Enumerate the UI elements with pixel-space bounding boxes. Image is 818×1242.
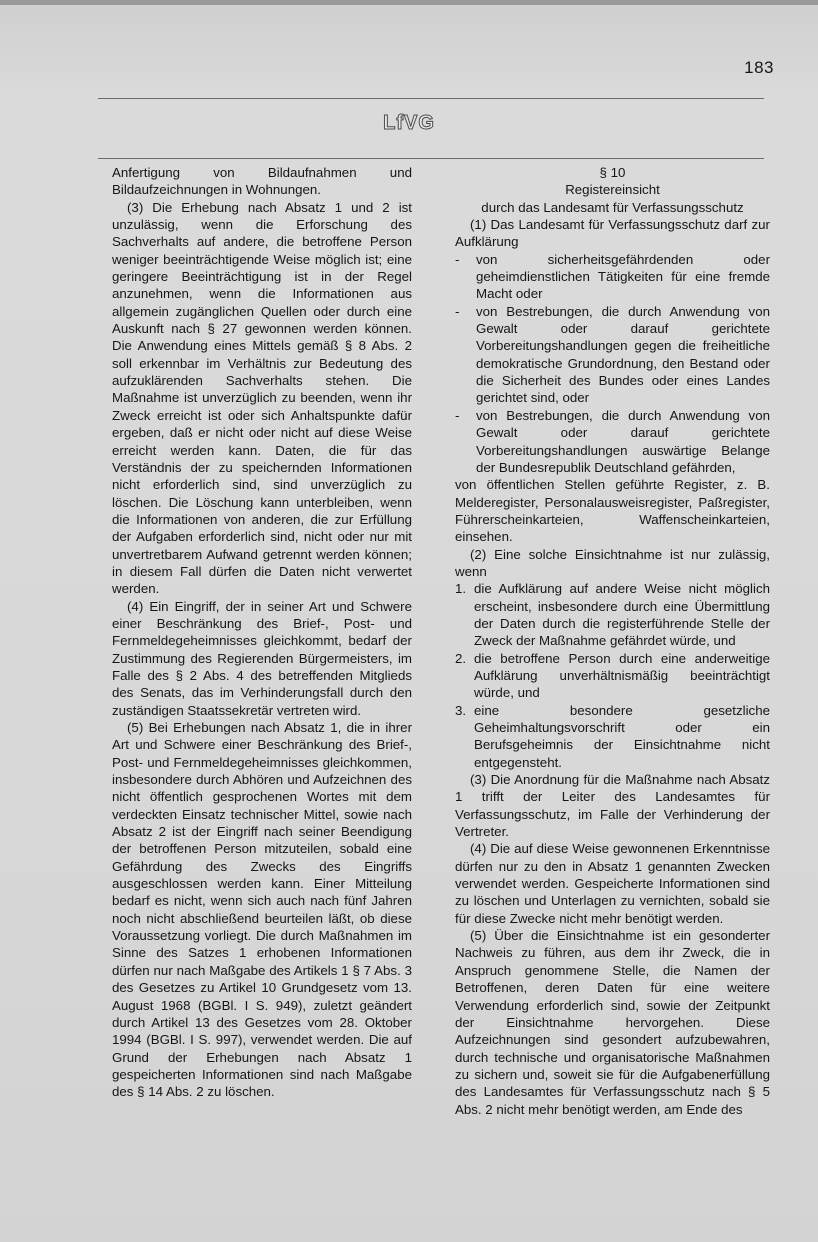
- number-marker: 1.: [455, 581, 467, 597]
- dash-item-text: von Bestrebungen, die durch Anwendung von Gewalt oder darauf gerichtete Vorbereitungshandlungen gegen die freiheitliche demokratische Grundordnung, den Bestand oder die Sicherheit des Bundes oder eines Landes gerichtet sind, oder: [476, 303, 770, 406]
- right-paragraph-5: (5) Über die Einsichtnahme ist ein gesonderter Nachweis zu führen, aus dem ihr Zweck, die in Anspruch genommene Stelle, die Namen der Betroffenen, deren Daten für eine weitere Verwendung erforderlich sind, sowie der Zeitpunkt der Einsichtnahme hervorgehen. Diese Aufzeichnungen sind gesondert aufzubewahren, durch technische und organisatorische Maßnahmen zu sichern und, soweit sie für die Aufgabenerfüllung des Landesamtes für Verfassungsschutz nach § 5 Abs. 2 nicht mehr benötigt werden, am Ende des: [455, 928, 770, 1117]
- left-paragraph-3: (3) Die Erhebung nach Absatz 1 und 2 ist unzulässig, wenn die Erforschung des Sachverhalts auf andere, die betroffene Person weniger beeinträchtigende Weise möglich ist; eine geringere Beeinträchtigung ist in der Regel anzunehmen, wenn die Informationen aus allgemein zugänglichen Quellen oder durch eine Auskunft nach § 27 gewonnen werden können. Die Anwendung eines Mittels gemäß § 8 Abs. 2 soll erkennbar im Verhältnis zur Bedeutung des aufzuklärenden Sachverhalts stehen. Die Maßnahme ist unverzüglich zu beenden, wenn ihr Zweck erreicht ist oder sich Anhaltspunkte dafür ergeben, daß er nicht oder nicht auf diese Weise erreicht werden kann. Daten, die für das Verständnis der zu speichernden Informationen nicht erforderlich sind, sind unverzüglich zu löschen. Die Löschung kann unterbleiben, wenn die Informationen von anderen, die zur Erfüllung der Aufgaben erforderlich sind, nicht oder nur mit unvertretbarem Aufwand getrennt werden können; in diesem Fall dürfen die Daten nicht verwertet werden.: [112, 199, 412, 597]
- header-rule-bottom: [98, 158, 764, 159]
- dash-list-item: [455, 251, 770, 303]
- numbered-item-text: die Aufklärung auf andere Weise nicht möglich erscheint, insbesondere durch eine Übermittlung der Daten durch die registerführende Stelle der Zweck der Maßnahme gefährdet würde, und: [474, 581, 770, 649]
- right-paragraph-2-intro: (2) Eine solche Einsichtnahme ist nur zulässig, wenn: [455, 546, 770, 579]
- dash-marker: -: [455, 251, 460, 267]
- right-paragraph-1-intro: (1) Das Landesamt für Verfassungsschutz darf zur Aufklärung: [455, 217, 770, 250]
- dash-item-text: von Bestrebungen, die durch Anwendung von Gewalt oder darauf gerichtete Vorbereitungshandlungen auswärtige Belange der Bundesrepublik Deutschland gefährden,: [476, 407, 770, 475]
- section-number: § 10: [599, 165, 626, 180]
- section-subtitle: durch das Landesamt für Verfassungsschutz: [481, 199, 744, 215]
- dash-item-text: von sicherheitsgefährdenden oder geheimdienstlichen Tätigkeiten für eine fremde Macht oder: [476, 251, 770, 302]
- left-paragraph-continuation: Anfertigung von Bildaufnahmen und Bildaufzeichnungen in Wohnungen.: [112, 165, 412, 198]
- dash-marker: -: [455, 303, 460, 319]
- numbered-item-text: eine besondere gesetzliche Geheimhaltungsvorschrift oder ein Berufsgeheimnis der Einsichtnahme nicht entgegensteht.: [474, 702, 770, 770]
- scan-top-edge: [0, 0, 818, 5]
- right-paragraph-1-tail: von öffentlichen Stellen geführte Register, z. B. Melderegister, Personalausweisregister, Paßregister, Führerscheinkarteien, Waffenscheinkarteien, einsehen.: [455, 477, 770, 545]
- right-paragraph-4: (4) Die auf diese Weise gewonnenen Erkenntnisse dürfen nur zu den in Absatz 1 genannten Zwecken verwendet werden. Gespeicherte Informationen sind zu löschen und Unterlagen zu vernichten, sobald sie für diese Zwecke nicht mehr benötigt werden.: [455, 841, 770, 926]
- left-paragraph-5: (5) Bei Erhebungen nach Absatz 1, die in ihrer Art und Schwere einer Beschränkung des Brief-, Post- und Fernmeldegeheimnisses gleichkommen, insbesondere durch Abhören und Aufzeichnen des nicht öffentlich gesprochenen Wortes mit dem verdeckten Einsatz technischer Mittel, sowie nach Absatz 2 ist der Eingriff nach seiner Beendigung der betroffenen Person mitzuteilen, sobald eine Gefährdung des Zwecks des Eingriffs ausgeschlossen werden kann. Einer Mitteilung bedarf es nicht, wenn sich auch nach fünf Jahren noch nicht abschließend beurteilen läßt, ob diese Voraussetzung vorliegt. Die durch Maßnahmen im Sinne des Satzes 1 erhobenen Informationen dürfen nur nach Maßgabe des Artikels 1 § 7 Abs. 3 des Gesetzes zu Artikel 10 Grundgesetz vom 13. August 1968 (BGBl. I S. 949), zuletzt geändert durch Artikel 13 des Gesetzes vom 28. Oktober 1994 (BGBl. I S. 997), verwendet werden. Die auf Grund der Erhebungen nach Absatz 1 gespeicherten Informationen sind nach Maßgabe des § 14 Abs. 2 zu löschen.: [112, 720, 412, 1100]
- numbered-list-item: [455, 650, 770, 702]
- left-paragraph-4: (4) Ein Eingriff, der in seiner Art und Schwere einer Beschränkung des Brief-, Post- und Fernmeldegeheimnisses gleichkommt, bedarf der Zustimmung des Regierenden Bürgermeisters, im Falle des § 2 Abs. 4 des betreffenden Mitglieds des Senats, das im Verhinderungsfall durch den zuständigen Staatssekretär vertreten wird.: [112, 598, 412, 718]
- numbered-list-item: [455, 702, 770, 771]
- header-logo: LfVG: [383, 112, 435, 134]
- numbered-item-text: die betroffene Person durch eine anderweitige Aufklärung unverhältnismäßig beeinträchtigt würde, und: [474, 650, 770, 701]
- numbered-list-item: [455, 580, 770, 649]
- right-column: [455, 164, 770, 1118]
- dash-list-item: [455, 303, 770, 407]
- dash-marker: -: [455, 407, 460, 423]
- section-title: Registereinsicht: [565, 182, 660, 198]
- page-number: 183: [744, 58, 774, 77]
- number-marker: 2.: [455, 650, 467, 666]
- left-column: [112, 164, 412, 1101]
- right-paragraph-3: (3) Die Anordnung für die Maßnahme nach Absatz 1 trifft der Leiter des Landesamtes für Verfassungsschutz, im Falle der Verhinderung der Vertreter.: [455, 772, 770, 840]
- number-marker: 3.: [455, 702, 467, 718]
- header-rule-top: [98, 98, 764, 99]
- dash-list-item: [455, 407, 770, 476]
